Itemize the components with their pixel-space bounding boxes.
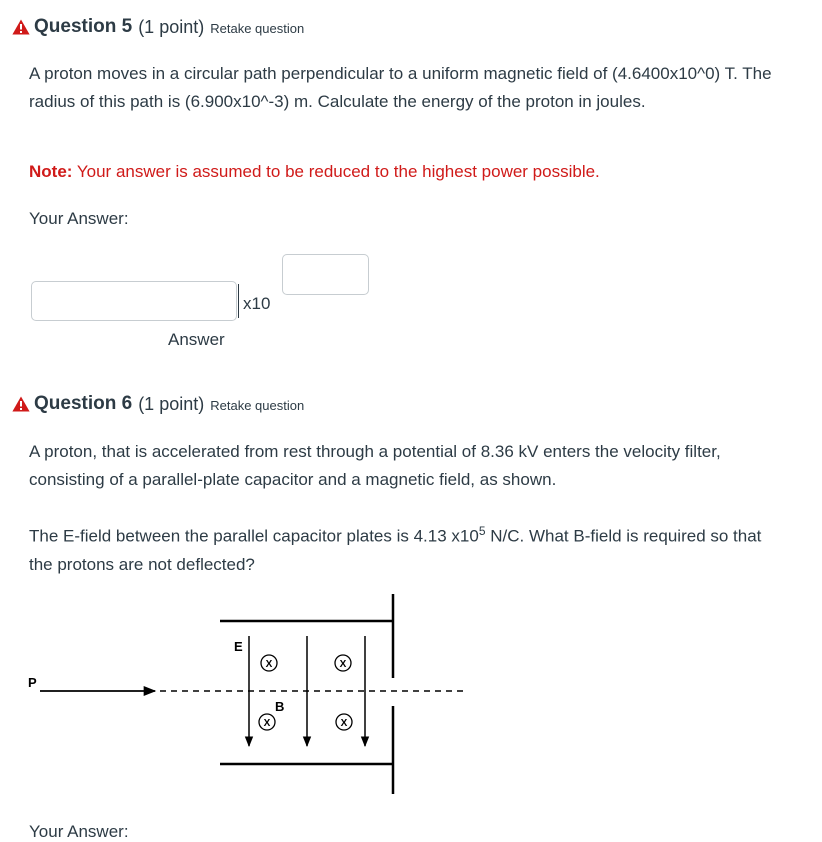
retake-question-link[interactable]: Retake question xyxy=(210,397,305,413)
question-6-header xyxy=(12,393,304,415)
warning-icon xyxy=(12,19,30,35)
svg-text:X: X xyxy=(339,659,347,670)
your-answer-label: Your Answer: xyxy=(29,822,129,841)
question-5-note xyxy=(29,162,600,182)
answer-mantissa-input[interactable] xyxy=(31,281,237,321)
warning-icon xyxy=(12,396,30,412)
answer-exponent-input[interactable] xyxy=(282,254,369,295)
question-title: Question 6 xyxy=(34,393,133,414)
retake-question-link[interactable]: Retake question xyxy=(210,20,305,36)
question-6-efield-text: The E-field between the parallel capacitor plates is 4.13 $x10^5$ N/C. What B-field is required so that the protons are not deflected? xyxy=(29,524,762,574)
b-field-into-page-symbol xyxy=(335,655,351,671)
question-title: Question 5 xyxy=(34,16,133,37)
question-5-header xyxy=(12,16,304,38)
question-6-text: A proton, that is accelerated from rest through a potential of 8.36 kV enters the velocity filter, consisting of a parallel-plate capacitor and a magnetic field, as shown. xyxy=(29,442,721,489)
exponent: 5 xyxy=(478,524,486,538)
svg-text:X: X xyxy=(265,659,273,670)
input-separator xyxy=(238,284,239,318)
label-p: P xyxy=(28,675,37,690)
label-e: E xyxy=(234,639,243,654)
question-points: (1 point) xyxy=(138,16,205,37)
label-b: B xyxy=(275,699,285,714)
svg-text:X: X xyxy=(263,718,271,729)
note-label: Note: xyxy=(29,162,73,181)
b-field-into-page-symbol xyxy=(336,714,352,730)
question-5-text: A proton moves in a circular path perpendicular to a uniform magnetic field of (4.6400x10^0) T. The radius of this path is (6.900x10^-3) m. Calculate the energy of the proton in joules. xyxy=(29,64,772,111)
b-field-into-page-symbol xyxy=(259,714,275,730)
answer-field-label: Answer xyxy=(168,330,225,349)
x10-label: x10 xyxy=(243,294,271,313)
note-text: Your answer is assumed to be reduced to the highest power possible. xyxy=(72,162,600,181)
your-answer-label: Your Answer: xyxy=(29,209,129,228)
velocity-filter-figure xyxy=(0,588,470,798)
b-field-into-page-symbol xyxy=(261,655,277,671)
svg-text:X: X xyxy=(340,718,348,729)
question-points: (1 point) xyxy=(138,393,205,414)
